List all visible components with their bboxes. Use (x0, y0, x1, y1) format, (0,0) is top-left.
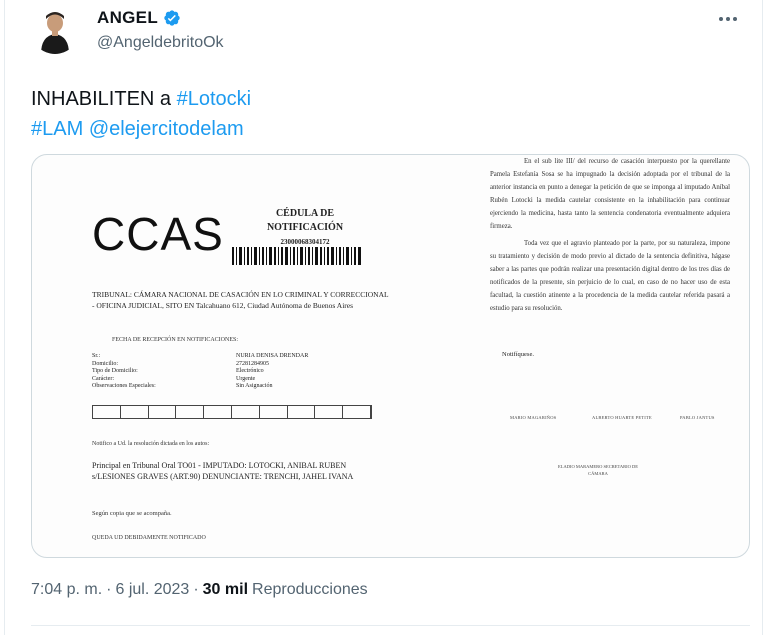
views-label: Reproducciones (252, 581, 368, 598)
tweet-time[interactable]: 7:04 p. m. (31, 581, 103, 598)
document-notifica: Notifico a Ud. la resolución dictada en los autos: (92, 441, 210, 447)
table-cell (315, 406, 343, 418)
field-key: Domicilio: (92, 360, 118, 367)
document-paragraph-1: En el sub lite III/ del recurso de casación interpuesto por la querellante Pamela Estefanía Sosa se ha impugnado la decisión adoptada por el tribunal de la anterior instancia en punto a denegar la petición de que se imponga al imputado Aníbal Rubén Lotocki la medida cautelar consistente en la inhabilitación para continuar ejerciendo la medicina, hasta tanto la sentencia condenatoria eventualmente adquiera firmeza. (490, 158, 730, 230)
mention-elejercitodelam[interactable]: @elejercitodelam (88, 118, 244, 140)
document-right-text (490, 155, 730, 315)
field-value: Urgente (236, 375, 256, 382)
avatar[interactable] (31, 6, 79, 54)
document-notifiquese: Notifíquese. (502, 351, 534, 358)
field-value: Sin Asignación (236, 383, 273, 389)
field-value: 27281284905 (236, 360, 269, 367)
hashtag-lotocki[interactable]: #Lotocki (176, 88, 252, 110)
tweet-date[interactable]: 6 jul. 2023 (115, 581, 190, 598)
views-count: 30 mil (202, 581, 249, 598)
author-name[interactable] (97, 8, 181, 28)
field-value: Electrónico (236, 368, 264, 374)
table-cell (176, 406, 204, 418)
table-cell (121, 406, 149, 418)
table-cell (288, 406, 316, 418)
document-segun: Según copia que se acompaña. (92, 510, 172, 517)
document-clerk: ELADIO MARAMERO SECRETARIO DE CÁMARA (558, 464, 639, 476)
tweet-meta (31, 581, 368, 599)
cedula-number: 23000068304172 (280, 238, 330, 246)
document-principal: Principal en Tribunal Oral TO01 - IMPUTADO: LOTOCKI, ANIBAL RUBEN s/LESIONES GRAVES (ART.90) DENUNCIANTE: TRENCHI, JAHEL IVANA (92, 461, 354, 481)
field-row (92, 383, 372, 391)
more-options-icon[interactable] (716, 10, 740, 28)
field-key: Sr.: (92, 353, 101, 359)
field-key: Carácter: (92, 375, 114, 382)
field-row (92, 376, 372, 384)
tweet-container (4, 0, 763, 635)
field-value: NURIA DENISA DRENDAR (236, 353, 309, 359)
document-signature: ALBERTO HUARTE PETITE (592, 415, 652, 420)
author-name-text[interactable]: ANGEL (97, 8, 158, 27)
barcode-icon (232, 247, 362, 265)
table-cell (204, 406, 232, 418)
table-cell (149, 406, 177, 418)
field-row (92, 353, 372, 361)
meta-separator: · (106, 581, 112, 598)
divider (31, 625, 750, 626)
document-tribunal: TRIBUNAL: CÁMARA NACIONAL DE CASACIÓN EN LO CRIMINAL Y CORRECCIONAL - OFICINA JUDICIAL, SITO EN Talcahuano 612, Ciudad Autónoma de Buenos Aires (92, 290, 389, 310)
table-cell (232, 406, 260, 418)
document-queda: QUEDA UD DEBIDAMENTE NOTIFICADO (92, 535, 206, 541)
tweet-text-main: INHABILITEN a (31, 88, 177, 110)
field-key: Tipo de Domicilio: (92, 368, 138, 374)
hashtag-lam[interactable]: #LAM (31, 118, 84, 140)
table-cell (343, 406, 371, 418)
author-handle[interactable]: @AngeldebritoOk (97, 34, 224, 51)
document-fields (92, 353, 372, 391)
document-logo: CCAS (92, 208, 224, 260)
document-table (92, 405, 372, 419)
table-cell (260, 406, 288, 418)
tweet-text (31, 84, 731, 144)
tweet-media-image[interactable] (31, 154, 750, 558)
document-signature: MARIO MAGARIÑOS (510, 415, 557, 420)
document-paragraph-2: Toda vez que el agravio planteado por la parte, por su naturaleza, impone su tratamiento y decisión de modo previo al dictado de la sentencia definitiva, hágase saber a las partes que podrán realizar una presentación digital dentro de los tres días de notificados de la presente, sin perjuicio de lo cual, en caso de no hacer uso de esta facultad, la cuestión atinente a la procedencia de la medida cautelar referida pasará a estudio para su resolución. (490, 240, 730, 312)
document-fecha-recepcion: FECHA DE RECEPCIÓN EN NOTIFICACIONES: (112, 337, 239, 343)
field-row (92, 361, 372, 369)
document-cedula-title (250, 207, 360, 249)
table-cell (93, 406, 121, 418)
cedula-title-text: CÉDULA DE NOTIFICACIÓN (266, 208, 344, 233)
field-key: Observaciones Especiales: (92, 383, 156, 389)
document-signature: PABLO JANTUS (680, 415, 715, 420)
verified-badge-icon (163, 9, 181, 27)
field-row (92, 368, 372, 376)
meta-separator: · (193, 581, 199, 598)
